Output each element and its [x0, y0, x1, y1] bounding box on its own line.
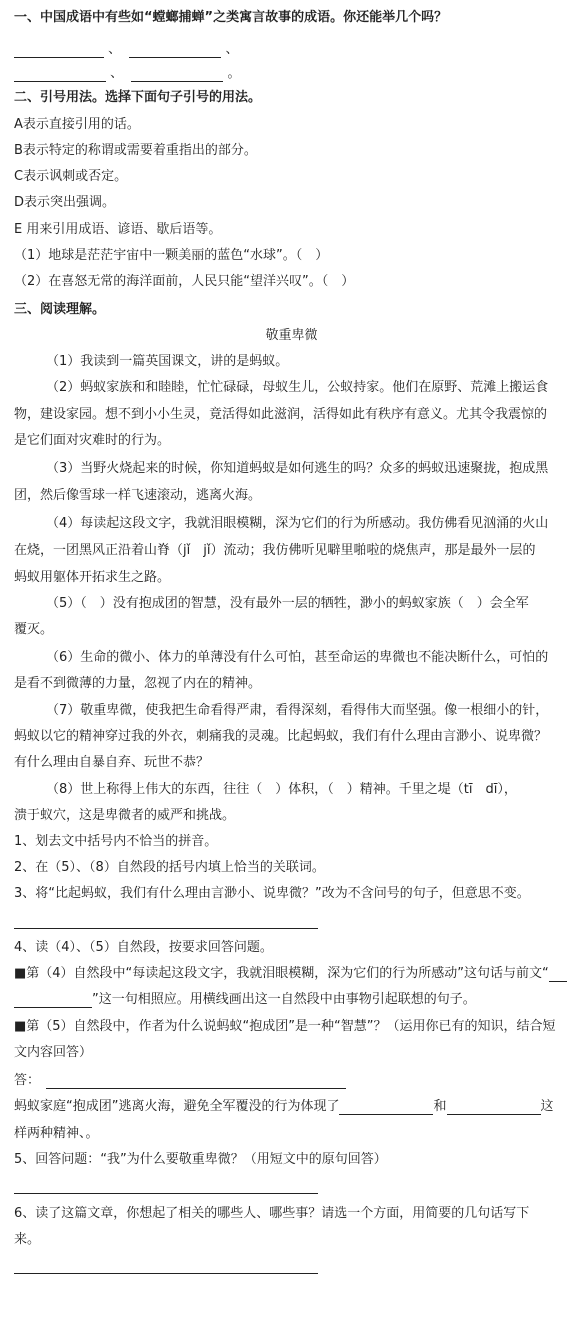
answer-blank-q4a[interactable]: [14, 994, 92, 1008]
paragraph-7-line2: 蚂蚁以它的精神穿过我的外衣，刺痛我的灵魂。比起蚂蚁，我们有什么理由言渺小、说卑微？: [14, 729, 548, 744]
quote-usage-option-c: C表示讽刺或否定。: [14, 169, 128, 184]
paragraph-5-line1: （5）（ ）没有抱成团的智慧，没有最外一层的牺牲，渺小的蚂蚁家族（ ）会全军: [46, 596, 529, 611]
paragraph-6-line2: 是看不到微薄的力量，忽视了内在的精神。: [14, 676, 262, 691]
paragraph-2-line1: （2）蚂蚁家族和和睦睦，忙忙碌碌，母蚁生儿，公蚁持家。他们在原野、荒滩上搬运食: [46, 380, 549, 395]
paragraph-3-line1: （3）当野火烧起来的时候，你知道蚂蚁是如何逃生的吗？众多的蚂蚁迅速聚拢，抱成黑: [46, 461, 549, 476]
answer-line-q4b[interactable]: [46, 1075, 346, 1089]
quote-usage-option-b: B表示特定的称谓或需要着重指出的部分。: [14, 143, 257, 158]
answer-line-q3[interactable]: [14, 928, 318, 929]
paragraph-2-line2: 物，建设家园。想不到小小生灵，竟活得如此滋润，活得如此有秩序有意义。尤其令我震惊的: [14, 407, 548, 422]
separator: 、: [110, 66, 124, 81]
question-4c-this: 这: [540, 1099, 554, 1114]
paragraph-6-line1: （6）生命的微小、体力的单薄没有什么可怕，甚至命运的卑微也不能决断什么，可怕的: [46, 650, 549, 665]
question-4b-line2: 文内容回答）: [14, 1045, 93, 1060]
paragraph-7-line3: 有什么理由自暴自弃、玩世不恭？: [14, 755, 210, 770]
answer-blank-q4c-2[interactable]: [447, 1101, 541, 1115]
paragraph-4-line3: 蚂蚁用躯体开拓求生之路。: [14, 570, 171, 585]
passage-title: 敬重卑微: [265, 328, 318, 343]
question-1: 1、划去文中括号内不恰当的拼音。: [14, 834, 218, 849]
answer-row-q4b: [14, 1073, 575, 1089]
question-4a-line1: [14, 966, 575, 982]
section1-heading: 一、中国成语中有些如“螳螂捕蝉”之类寓言故事的成语。你还能举几个吗？: [14, 10, 448, 25]
question-6-line2: 来。: [14, 1232, 41, 1247]
paragraph-4-line2: 在烧，一团黑风正沿着山脊（jǐ jǐ）流动；我仿佛听见噼里啪啦的烧焦声，那是最外一层的: [14, 543, 536, 558]
paragraph-7-line1: （7）敬重卑微，使我把生命看得严肃，看得深刻，看得伟大而坚强。像一根细小的针，: [46, 703, 549, 718]
idiom-blank-3[interactable]: [14, 68, 106, 82]
question-5: 5、回答问题：“我”为什么要敬重卑微？（用短文中的原句回答）: [14, 1152, 387, 1167]
question-4c-line2: 样两种精神、。: [14, 1126, 99, 1141]
answer-line-q6[interactable]: [14, 1273, 318, 1274]
idiom-blank-1[interactable]: [14, 44, 104, 58]
separator: 、: [108, 42, 122, 57]
answer-blank-q4a-start[interactable]: [549, 968, 567, 982]
paragraph-1: （1）我读到一篇英国课文，讲的是蚂蚁。: [46, 354, 289, 369]
question-6-line1: 6、读了这篇文章，你想起了相关的哪些人、哪些事？请选一个方面，用简要的几句话写下: [14, 1206, 530, 1221]
separator: 、: [225, 42, 239, 57]
question-4c-text: 蚂蚁家庭“抱成团”逃离火海，避免全军覆没的行为体现了: [14, 1099, 340, 1114]
question-2: 2、在（5）、（8）自然段的括号内填上恰当的关联词。: [14, 860, 325, 875]
paragraph-3-line2: 团，然后像雪球一样飞速滚动，逃离火海。: [14, 488, 262, 503]
quote-question-1: （1）地球是茫茫宇宙中一颗美丽的蓝色“水球”。（ ）: [14, 248, 329, 263]
paragraph-5-line2: 覆灭。: [14, 622, 54, 637]
idiom-blanks-row1: [14, 42, 575, 58]
idiom-blank-4[interactable]: [131, 68, 223, 82]
question-4a-line2: [14, 992, 575, 1008]
quote-question-2: （2）在喜怒无常的海洋面前，人民只能“望洋兴叹”。（ ）: [14, 274, 355, 289]
section3-heading: 三、阅读理解。: [14, 302, 106, 317]
paragraph-8-line1: （8）世上称得上伟大的东西，往往（ ）体积，（ ）精神。千里之堤（tī dī），: [46, 782, 517, 797]
paragraph-4-line1: （4）每读起这段文字，我就泪眼模糊，深为它们的行为所感动。我仿佛看见汹涌的火山: [46, 516, 549, 531]
section2-heading: 二、引号用法。选择下面句子引号的用法。: [14, 90, 262, 105]
quote-usage-option-a: A表示直接引用的话。: [14, 117, 140, 132]
answer-label: 答：: [14, 1073, 41, 1088]
quote-usage-option-d: D表示突出强调。: [14, 195, 116, 210]
idiom-blanks-row2: [14, 66, 575, 82]
answer-line-q5[interactable]: [14, 1193, 318, 1194]
quote-usage-option-e: E 用来引用成语、谚语、歇后语等。: [14, 222, 222, 237]
question-4c-line1: [14, 1099, 575, 1115]
idiom-blank-2[interactable]: [129, 44, 221, 58]
paragraph-2-line3: 是它们面对灾难时的行为。: [14, 433, 171, 448]
paragraph-8-line2: 溃于蚁穴，这是卑微者的威严和挑战。: [14, 808, 236, 823]
period: 。: [227, 66, 241, 81]
question-3: 3、将“比起蚂蚁，我们有什么理由言渺小、说卑微？”改为不含问号的句子，但意思不变。: [14, 886, 530, 901]
answer-blank-q4c-1[interactable]: [339, 1101, 433, 1115]
question-4c-and: 和: [433, 1099, 447, 1114]
question-4a-text: ■第（4）自然段中“每读起这段文字，我就泪眼模糊，深为它们的行为所感动”这句话与前文“: [14, 966, 549, 981]
question-4a-text-cont: ”这一句相照应。用横线画出这一自然段中由事物引起联想的句子。: [92, 992, 476, 1007]
question-4: 4、读（4）、（5）自然段，按要求回答问题。: [14, 940, 273, 955]
question-4b-line1: ■第（5）自然段中，作者为什么说蚂蚁“抱成团”是一种“智慧”？（运用你已有的知识，结合短: [14, 1019, 556, 1034]
